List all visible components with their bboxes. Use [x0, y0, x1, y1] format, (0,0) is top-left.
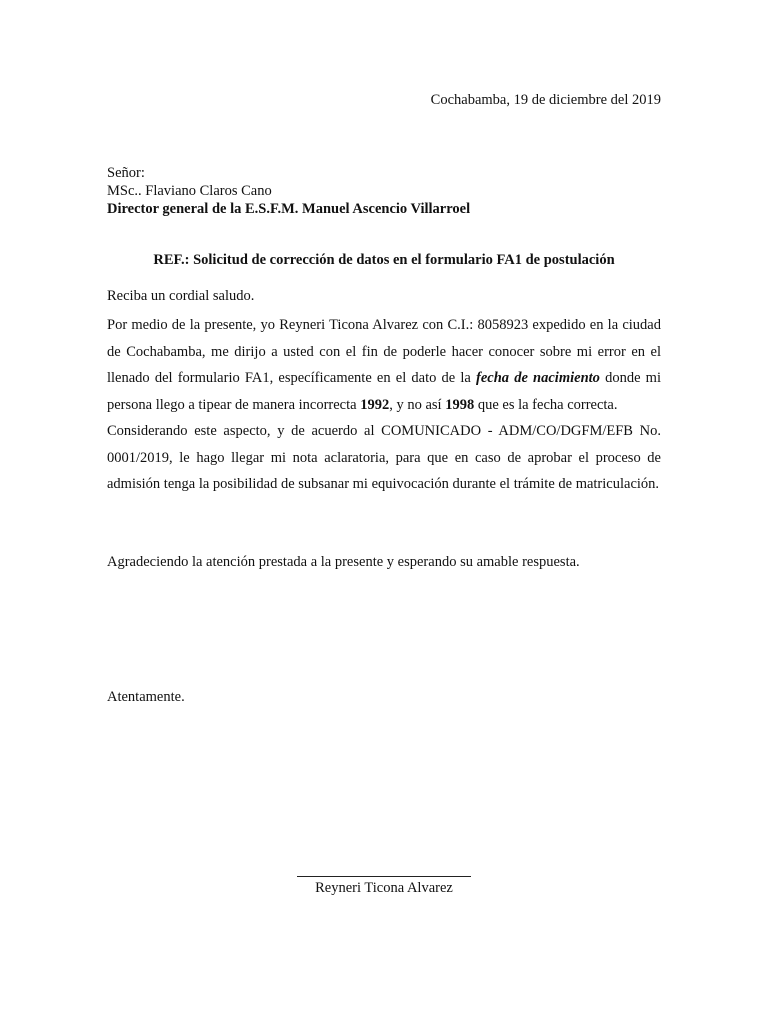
signer-name: Reyneri Ticona Alvarez — [315, 880, 453, 896]
greeting: Reciba un cordial saludo. — [107, 288, 255, 304]
thanks-line: Agradeciendo la atención prestada a la presente y esperando su amable respuesta. — [107, 554, 580, 570]
wrong-year: 1992 — [360, 396, 390, 413]
recipient-title: Director general de la E.S.F.M. Manuel Ascencio Villarroel — [107, 201, 471, 217]
body-paragraph-1 — [107, 312, 661, 418]
closing: Atentamente. — [107, 689, 185, 705]
salutation: Señor: — [107, 165, 145, 181]
p1-text-c: , y no así — [389, 396, 446, 413]
signature-block — [297, 876, 471, 897]
recipient-name: MSc.. Flaviano Claros Cano — [107, 183, 272, 199]
p1-text-d: que es la fecha correcta. — [474, 396, 618, 413]
correct-year: 1998 — [445, 396, 475, 413]
birth-date-emphasis: fecha de nacimiento — [476, 370, 600, 386]
reference-line: REF.: Solicitud de corrección de datos en el formulario FA1 de postulación — [153, 252, 615, 268]
letter-body — [107, 312, 661, 498]
body-paragraph-2: Considerando este aspecto, y de acuerdo al COMUNICADO - ADM/CO/DGFM/EFB No. 0001/2019, le hago llegar mi nota aclaratoria, para que en caso de aprobar el proceso de admisión tenga la posibilidad de subsanar mi equivocación durante el trámite de matriculación. — [107, 423, 661, 492]
p1-text-b: donde mi persona llego a tipear de manera incorrecta — [107, 370, 661, 413]
signature-line — [297, 876, 471, 877]
p1-text-a: Por medio de la presente, yo Reyneri Ticona Alvarez con C.I.: 8058923 expedido en la ciudad de Cochabamba, me dirijo a usted con el fin de poderle hacer conocer sobre mi error en el llenado del formulario FA1, específicamente en el dato de la — [107, 317, 661, 386]
place-and-date: Cochabamba, 19 de diciembre del 2019 — [430, 92, 661, 108]
addressee-block — [107, 164, 470, 218]
